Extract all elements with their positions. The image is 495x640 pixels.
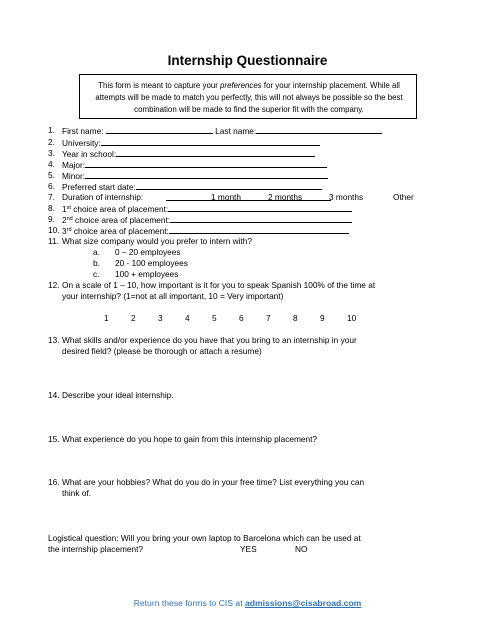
question-number: 13. [48, 335, 60, 345]
experience-question: What experience do you hope to gain from this internship placement? [62, 434, 318, 444]
company-size-label: What size company would you prefer to intern with? [62, 236, 252, 246]
duration-option[interactable]: 2 months [268, 192, 303, 202]
major-field[interactable] [85, 160, 327, 168]
skills-question-line-2: desired field? (please be thorough or attach a resume) [62, 346, 262, 356]
question-number: 9. [48, 214, 55, 224]
intro-line-2: attempts will be made to match you perfectly, this will not always be possible so the best [95, 93, 403, 102]
company-size-option[interactable]: 100 + employees [115, 269, 179, 279]
scale-option[interactable]: 6 [239, 313, 244, 323]
second-choice-row [62, 215, 352, 224]
year-field[interactable] [116, 149, 315, 157]
scale-option[interactable]: 3 [158, 313, 163, 323]
first-choice-field[interactable] [168, 204, 352, 212]
question-number: 16. [48, 477, 60, 487]
ordinal: 3 [62, 226, 67, 236]
year-label: Year in school: [62, 149, 117, 159]
third-choice-row [62, 226, 349, 235]
duration-label: Duration of internship: [62, 192, 144, 202]
hobbies-question-line-2: think of. [62, 488, 92, 498]
question-number: 10. [48, 225, 60, 235]
footer-note [0, 599, 495, 608]
ordinal-suffix: st [66, 205, 71, 211]
question-number: 15. [48, 434, 60, 444]
duration-option[interactable]: 3 months [329, 192, 364, 202]
company-size-option[interactable]: 20 - 100 employees [115, 258, 188, 268]
email-link[interactable]: admissions@cisabroad.com [244, 598, 362, 608]
scale-option[interactable]: 4 [185, 313, 190, 323]
ideal-internship-question: Describe your ideal internship. [62, 390, 174, 400]
first-name-label: First name: [62, 126, 104, 136]
intro-box [79, 74, 417, 119]
question-number: 4. [48, 159, 55, 169]
spanish-question-line-2: your internship? (1=not at all important, 10 = Very important) [62, 291, 284, 301]
question-number: 11. [48, 236, 59, 246]
duration-option[interactable]: Other [393, 192, 414, 202]
intro-emphasis: preferences [220, 81, 262, 90]
ordinal-suffix: rd [66, 227, 72, 233]
scale-option[interactable]: 5 [212, 313, 217, 323]
ordinal: 1 [62, 204, 67, 214]
scale-option[interactable]: 9 [320, 313, 325, 323]
logistical-question-line-2: the internship placement? [48, 544, 144, 554]
intro-line-1 [80, 82, 418, 90]
page-title: Internship Questionnaire [167, 53, 328, 68]
first-choice-row [62, 204, 352, 213]
yes-option[interactable]: YES [240, 544, 257, 554]
question-number: 7. [48, 192, 55, 202]
minor-row [62, 171, 328, 180]
duration-option[interactable]: 1 month [211, 192, 241, 202]
company-size-option[interactable]: 0 – 20 employees [115, 247, 181, 257]
spanish-question-line-1: On a scale of 1 – 10, how important is it for you to speak Spanish 100% of the time at [62, 280, 376, 290]
intro-line-3: combination will be made to find the superior fit with the company. [134, 105, 364, 114]
university-label: University: [62, 138, 101, 148]
start-date-label: Preferred start date: [62, 182, 136, 192]
scale-option[interactable]: 2 [131, 313, 136, 323]
question-number: 14. [48, 390, 60, 400]
scale-option[interactable]: 10 [347, 313, 357, 323]
year-row [62, 149, 315, 158]
hobbies-question-line-1: What are your hobbies? What do you do in your free time? List everything you can [62, 477, 365, 487]
third-choice-label: choice area of placement: [71, 226, 169, 236]
scale-option[interactable]: 8 [293, 313, 298, 323]
skills-question-line-1: What skills and/or experience do you have that you bring to an internship in your [62, 335, 357, 345]
last-name-field[interactable] [256, 126, 382, 134]
question-number: 5. [48, 170, 55, 180]
third-choice-field[interactable] [169, 226, 349, 234]
ordinal-suffix: nd [66, 216, 73, 222]
question-number: 12. [48, 280, 60, 290]
intro-text: This form is meant to capture your [98, 81, 221, 90]
question-number: 6. [48, 181, 55, 191]
ordinal: 2 [62, 215, 67, 225]
company-size-letter: c. [93, 269, 100, 279]
scale-option[interactable]: 7 [266, 313, 271, 323]
start-date-field[interactable] [136, 182, 322, 190]
scale-option[interactable]: 1 [104, 313, 109, 323]
question-number: 8. [48, 203, 55, 213]
first-name-field[interactable] [106, 126, 213, 134]
minor-label: Minor: [62, 171, 86, 181]
start-date-row [62, 182, 322, 191]
last-name-label: Last name: [215, 126, 257, 136]
major-label: Major: [62, 160, 86, 170]
logistical-question-line-1: Logistical question: Will you bring your own laptop to Barcelona which can be used at [48, 533, 361, 543]
question-number: 2. [48, 137, 55, 147]
intro-text: for your internship placement. While all [261, 81, 400, 90]
question-number: 3. [48, 148, 55, 158]
minor-field[interactable] [85, 171, 328, 179]
no-option[interactable]: NO [295, 544, 308, 554]
major-row [62, 160, 327, 169]
university-field[interactable] [101, 138, 320, 146]
second-choice-label: choice area of placement: [72, 215, 171, 225]
university-row [62, 138, 320, 147]
company-size-letter: b. [93, 258, 100, 268]
footer-text: Return these forms to CIS at [133, 598, 245, 608]
duration-underline-wrap [166, 193, 331, 202]
first-name-row [62, 126, 382, 135]
company-size-letter: a. [93, 247, 100, 257]
question-number: 1. [48, 125, 55, 135]
second-choice-field[interactable] [170, 215, 352, 223]
first-choice-label: choice area of placement: [70, 204, 169, 214]
duration-field[interactable] [166, 193, 331, 201]
